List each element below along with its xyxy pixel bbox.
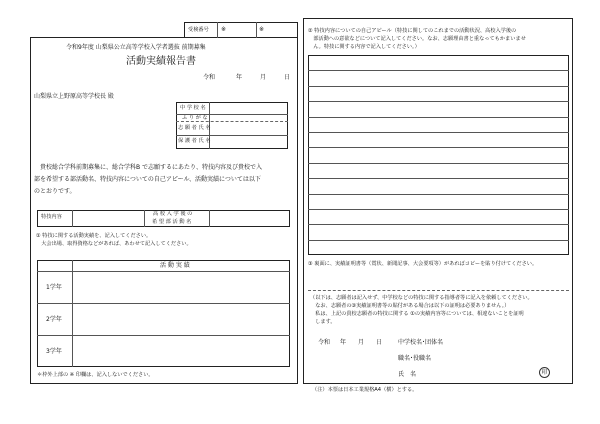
row-line	[176, 135, 288, 136]
pr-note-1: ② 特技内容についての自己アピール（特技に関してのこれまでの活動状況、高校入学後の	[308, 28, 517, 34]
row-grade-3: 3学年	[46, 348, 62, 355]
pr-rule-line	[308, 240, 569, 241]
furigana-label: ふ り が な	[182, 115, 208, 121]
recipient: 山梨県立上野原高等学校長 殿	[34, 93, 114, 100]
activity-divider	[72, 260, 73, 367]
left-footnote: ＊枠外上部の ※ 印欄は、記入しないでください。	[37, 372, 154, 378]
club-label-2: 希 望 部 活 動 名	[152, 219, 192, 225]
date-month: 月	[260, 74, 267, 81]
exam-box-divider	[217, 22, 218, 38]
pr-rule-line	[308, 86, 569, 87]
activity-note-2: 大会出場、取得資格などがあれば、あわせて記入してください。	[36, 241, 192, 247]
school-name-label: 中 学 校 名	[180, 105, 206, 111]
signer-name-label: 氏 名	[398, 371, 417, 378]
pr-rule-line	[308, 147, 569, 148]
date-year: 年	[236, 74, 243, 81]
exam-mark-1: ※	[221, 26, 227, 33]
date-era: 令和	[203, 74, 216, 81]
intro-line-2: 部を希望する部活動名、特技内容についての自己アピール、活動実績については以下	[34, 176, 261, 183]
cert-line-1: （以下は、志願者は記入せず、中学校などの特技に関する指導者等に記入を依頼してください。	[310, 295, 533, 301]
activity-table	[37, 260, 290, 367]
cert-attach-note: ③ 裏面に、実績証明書等（賞状、新聞記事、大会要項等）があればコピーを貼り付けてください。	[308, 261, 538, 267]
cert-date-era: 令和	[318, 339, 331, 346]
skill-divider	[72, 210, 73, 227]
pr-rule-line	[308, 209, 569, 210]
pr-rule-line	[308, 117, 569, 118]
page-title: 活動実績報告書	[126, 56, 196, 67]
cert-date-year: 年	[340, 339, 347, 346]
subtitle: 令和9年度 山梨県公立高等学校入学者選抜 前期募集	[66, 44, 206, 51]
seal-icon: 印	[539, 367, 550, 378]
row-grade-2: 2学年	[46, 316, 62, 323]
pr-rule-line	[308, 163, 569, 164]
pr-rule-line	[308, 132, 569, 133]
cert-line-3: 私は、上記の貴校志願者の特技に関する ①の実績内容等については、相違ないことを証明	[310, 311, 524, 317]
club-label-1: 高 校 入 学 後 の	[153, 211, 193, 217]
cert-line-4: します。	[310, 319, 336, 325]
activity-note-1: ① 特技に関する活動実績を、記入してください。	[36, 233, 152, 239]
guardian-name-label: 保 護 者 氏 名	[178, 138, 211, 144]
activity-header: 活 動 実 績	[160, 262, 190, 269]
cut-line	[308, 290, 569, 291]
row-grade-1: 1学年	[46, 284, 62, 291]
cert-date-day: 日	[376, 339, 383, 346]
intro-line-3: のとおりです。	[34, 188, 76, 195]
skill-label: 特技内容	[41, 214, 62, 220]
row-line	[37, 335, 290, 336]
right-footnote: （注）本票は日本工業規格A4（横）とする。	[312, 387, 418, 393]
exam-mark-2: ※	[259, 26, 265, 33]
pr-rule-line	[308, 194, 569, 195]
pr-rule-line	[308, 224, 569, 225]
intro-line-1: 貴校総合学科前期募集に、総合学科B で志願するにあたり、特技内容及び貴校で入	[34, 164, 263, 171]
cert-line-2: なお、志願者の③実績証明書等の貼付がある場合は以下の証明は必要ありません。）	[310, 303, 510, 309]
pr-note-2: 部活動への意欲などについて記入してください。なお、志願理由書と重なってもかまいませ	[308, 36, 526, 42]
cert-date-month: 月	[358, 339, 365, 346]
pr-rule-line	[308, 178, 569, 179]
date-day: 日	[284, 74, 291, 81]
exam-number-label: 受検番号	[188, 27, 209, 33]
exam-box-divider2	[256, 22, 257, 38]
pr-note-3: ん。特技に関する内容で記入してください。）	[308, 44, 420, 50]
applicant-name-label: 志 願 者 氏 名	[178, 125, 211, 131]
skill-divider	[209, 210, 210, 227]
pr-rule-line	[308, 70, 569, 71]
org-label: 中学校名･団体名	[398, 339, 444, 346]
skill-divider	[144, 210, 145, 227]
role-label: 職名･役職名	[398, 355, 432, 362]
row-line	[37, 303, 290, 304]
row-line	[37, 271, 290, 272]
pr-rule-line	[308, 101, 569, 102]
